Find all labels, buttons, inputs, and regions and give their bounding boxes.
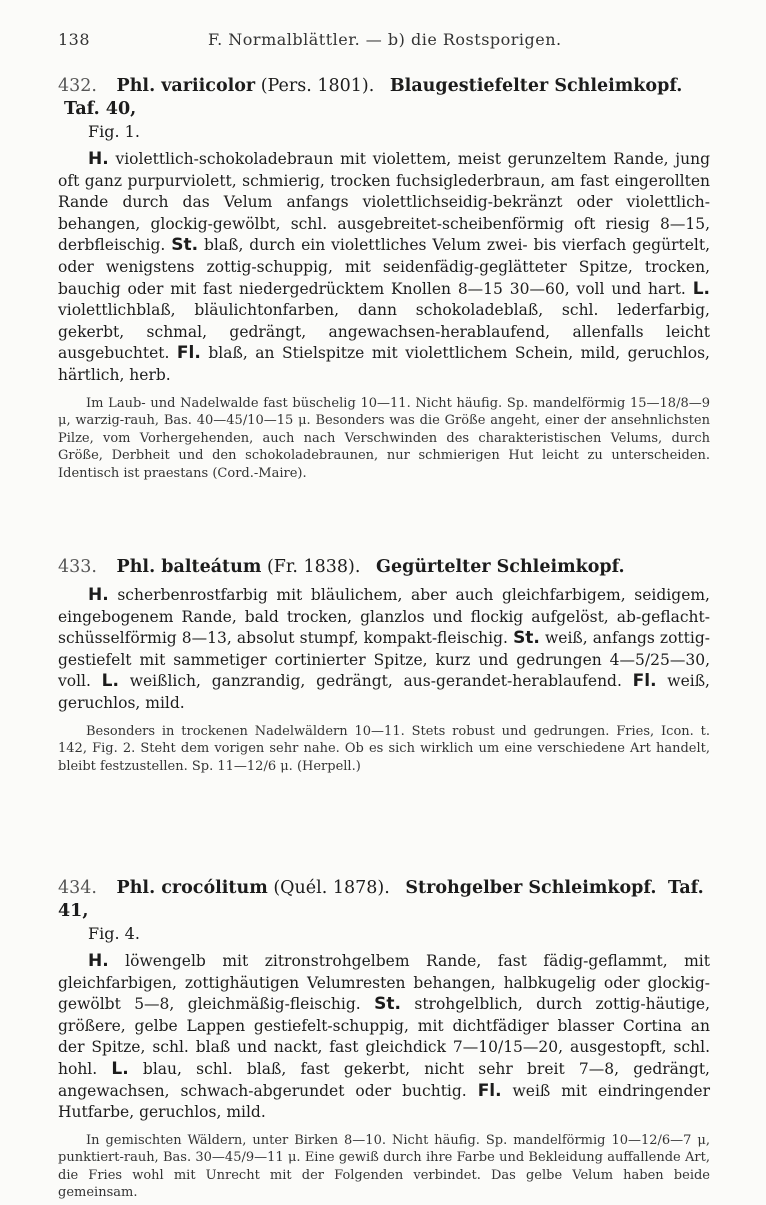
species-entry-433 (58, 556, 710, 775)
plate-reference: Taf. 40, (64, 99, 137, 119)
scientific-name: Phl. balteátum (116, 557, 262, 577)
entry-number: 432. (58, 76, 97, 96)
species-entry-432 (58, 75, 710, 482)
hut-text: violettlich-schokoladebraun mit violettem, meist gerunzeltem Rande, jung oft ganz purpurviolett, schmierig, trocken fuchsiglederbraun, am fast eingerollten Rande durch das Velum anfangs violettlichseidig-bekränzt oder violettlich-behangen, glockig-gewölbt, schl. ausgebreitet-scheibenförmig oft riesig 8—15, derbfleischig. (58, 150, 710, 255)
lamellen-text: violettlichblaß, bläulichtonfarben, dann schokoladeblaß, schl. lederfarbig, gekerbt, schmal, gedrängt, angewachsen-herablaufend, allenfalls leicht ausgebuchtet. (58, 301, 710, 363)
scientific-name: Phl. crocólitum (116, 878, 268, 898)
key-hut: H. (88, 149, 109, 169)
author-citation: (Fr. 1838). (266, 557, 361, 577)
stiel-text: blaß, durch ein violettliches Velum zwei- bis vierfach gegürtelt, oder wenigstens zottig-schuppig, mit seidenfädig-geglätteter Spitze, trocken, bauchig oder mit fast niedergedrücktem Knollen 8—15 30—60, voll und hart. (58, 236, 711, 298)
fleisch-text: weiß, geruchlos, mild. (58, 672, 710, 712)
entry-number: 434. (58, 878, 97, 898)
entry-title (58, 556, 710, 579)
author-citation: (Quél. 1878). (273, 878, 390, 898)
stiel-text: strohgelblich, durch zottig-häutige, größere, gelbe Lappen gestiefelt-schuppig, mit dichtfädiger blasser Cortina an der Spitze, schl. blaß und nackt, fast gleichdick 7—10/15—20, ausgestopft, schl. hohl. (58, 995, 710, 1078)
hut-text: löwengelb mit zitronstrohgelbem Rande, fast fädig-geflammt, mit gleichfarbigen, zottighäutigen Velumresten behangen, halbkugelig oder glockig-gewölbt 5—8, gleichmäßig-fleischig. (58, 952, 710, 1014)
common-name: Gegürtelter Schleimkopf. (376, 557, 625, 577)
entry-description (58, 951, 710, 1124)
scientific-name: Phl. variicolor (116, 76, 256, 96)
entry-number: 433. (58, 557, 97, 577)
species-entry-434 (58, 877, 710, 1202)
figure-reference: Fig. 1. (88, 122, 140, 141)
entry-note: Besonders in trockenen Nadelwäldern 10—11. Stets robust und gedrungen. Fries, Icon. t. 142, Fig. 2. Steht dem vorigen sehr nahe. Ob es sich wirklich um eine verschiedene Art handelt, bleibt festzustellen. Sp. 11—12/6 μ. (Herpell.) (58, 723, 710, 774)
key-hut: H. (88, 951, 109, 971)
key-lamellen: L. (101, 671, 119, 692)
key-fleisch: Fl. (477, 1080, 502, 1101)
running-header (58, 30, 710, 49)
key-lamellen: L. (692, 278, 711, 299)
fleisch-text: blaß, an Stielspitze mit violettlichem Schein, mild, geruchlos, härtlich, herb. (58, 344, 710, 384)
entry-description (58, 585, 710, 715)
key-fleisch: Fl. (632, 671, 657, 692)
page-number: 138 (58, 30, 91, 49)
plate-reference: Taf. 41, (58, 878, 704, 921)
key-hut: H. (88, 585, 109, 605)
key-stiel: St. (374, 994, 401, 1015)
key-fleisch: Fl. (176, 343, 201, 364)
lamellen-text: weißlich, ganzrandig, gedrängt, aus-gerandet-herablaufend. (129, 672, 622, 691)
document-page (58, 30, 711, 1201)
common-name: Blaugestiefelter Schleimkopf. (389, 76, 683, 96)
author-citation: (Pers. 1801). (260, 76, 375, 96)
hut-text: scherbenrostfarbig mit bläulichem, aber auch gleichfarbigem, seidigem, eingebogenem Rande, bald trocken, glanzlos und flockig aufgelöst, ab-geflacht-schüsselförmig 8—13, absolut stumpf, kompakt-fleischig. (58, 586, 710, 648)
entry-note: In gemischten Wäldern, unter Birken 8—10. Nicht häufig. Sp. mandelförmig 10—12/6—7 μ, punktiert-rauh, Bas. 30—45/9—11 μ. Eine gewiß durch ihre Farbe und Bekleidung auffallende Art, die Fries wohl mit Unrecht mit der Folgenden verbindet. Das gelbe Velum haben beide gemeinsam. (58, 1132, 710, 1201)
key-lamellen: L. (111, 1058, 129, 1079)
lamellen-text: blau, schl. blaß, fast gekerbt, nicht sehr breit 7—8, gedrängt, angewachsen, schwach-abgerundet oder buchtig. (58, 1059, 710, 1100)
common-name: Strohgelber Schleimkopf. (405, 878, 657, 898)
key-stiel: St. (171, 235, 199, 256)
entry-note: Im Laub- und Nadelwalde fast büschelig 10—11. Nicht häufig. Sp. mandelförmig 15—18/8—9 μ, warzig-rauh, Bas. 40—45/10—15 μ. Besonders was die Größe angeht, einer der ansehnlichsten Pilze, vom Vorhergehenden, auch nach Verschwinden des charakteristischen Velums, durch Größe, Derbheit und den schokoladebraunen, nur schmierigen Hut leicht zu unterscheiden. Identisch ist praestans (Cord.-Maire). (58, 395, 710, 481)
figure-reference: Fig. 4. (88, 924, 140, 943)
running-title: F. Normalblättler. — b) die Rostsporigen. (208, 30, 562, 49)
entry-title (58, 75, 710, 121)
stiel-text: weiß, anfangs zottig-gestiefelt mit sammetiger cortinierter Spitze, kurz und gedrungen 4—5/25—30, voll. (58, 629, 711, 691)
entry-title (58, 877, 710, 923)
key-stiel: St. (513, 628, 540, 649)
fleisch-text: weiß mit eindringender Hutfarbe, geruchlos, mild. (58, 1081, 710, 1122)
entry-description (58, 149, 710, 387)
